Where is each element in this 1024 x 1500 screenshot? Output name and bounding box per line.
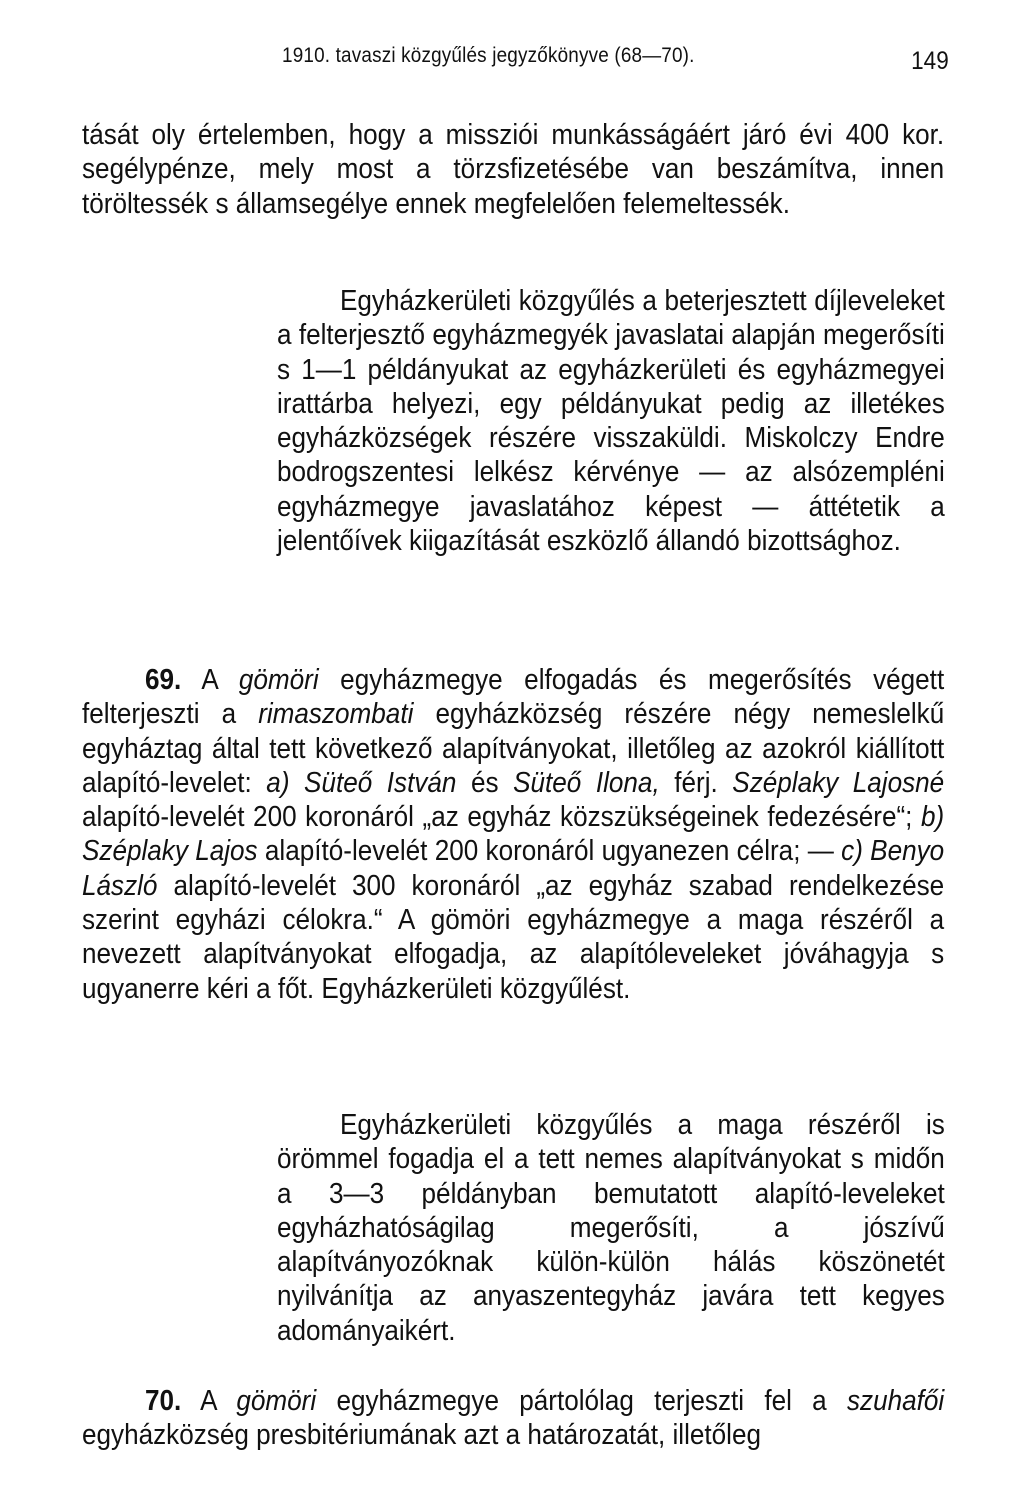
running-head: 1910. tavaszi közgyűlés jegyzőkönyve (68—70). [282, 44, 695, 67]
paragraph-text: Egyházkerületi közgyűlés a maga részéről is örömmel fogadja el a tett nemes alapítványokat s midőn a 3—3 példányban bemutatott alapító-leveleket egyházhatóságilag megerősíti, a jószívű alapítványozóknak külön-külön hálás köszönetét nyilvánítja az anyaszentegyház javára tett kegyes adományaikért. [277, 1109, 945, 1347]
italic-term: gömöri [236, 1385, 317, 1417]
italic-name: Széplaky Lajosné [732, 766, 945, 799]
page-number: 149 [911, 47, 949, 75]
item-number: 69. [145, 664, 182, 696]
italic-name: Süteő Ilona, [513, 766, 660, 799]
paragraph-text: 70. A gömöri egyházmegye pártolólag terjeszti fel a szuhafői egyházközség presbitériumának azt a határozatát, illetőleg [82, 1385, 945, 1452]
italic-name: c) Benyo László [82, 835, 945, 902]
italic-term: rimaszombati [258, 698, 414, 731]
paragraph-item-69 [82, 663, 944, 1006]
paragraph-text: 69. A gömöri egyházmegye elfogadás és megerősítés végett felterjeszti a rimaszombati egyházközség részére négy nemeslelkű egyháztag által tett következő alapítványokat, illetőleg az azokról kiállított alapító-levelet: a) Süteő István és Süteő Ilona, férj. Széplaky Lajosné alapító-levelét 200 koronáról „az egyház közszükségeinek fedezésére“; b) Széplaky Lajos alapító-levelét 200 koronáról ugyanezen célra; — c) Benyo László alapító-levelét 300 koronáról „az egyház szabad rendelkezése szerint egyházi célokra.“ A gömöri egyházmegye a maga részéről a nevezett alapítványokat elfogadja, az alapítóleveleket jóváhagyja s ugyanerre kéri a főt. Egyházkerületi közgyűlést. [82, 664, 945, 1005]
paragraph-resolution-69 [277, 1108, 945, 1348]
italic-name: b) Széplaky Lajos [82, 801, 945, 868]
paragraph-text: tását oly értelemben, hogy a missziói munkásságáért járó évi 400 kor. segélypénze, mely most a törzsfizetésébe van beszámítva, innen töröltessék s államsegélye ennek megfelelően felemeltessék. [82, 119, 945, 220]
italic-term: gömöri [238, 664, 319, 696]
italic-name: a) Süteő István [266, 766, 457, 799]
paragraph-text: Egyházkerületi közgyűlés a beterjesztett díjleveleket a felterjesztő egyházmegyék javaslatai alapján megerősíti s 1—1 példányukat az egyházkerületi és egyházmegyei irattárba helyezi, egy példányukat pedig az illetékes egyházközségek részére visszaküldi. Miskolczy Endre bodrogszentesi lelkész kérvénye — az alsózempléni egyházmegye javaslatához képest — áttétetik a jelentőívek kiigazítását eszközlő állandó bizottsághoz. [277, 285, 945, 558]
italic-term: szuhafői [846, 1385, 945, 1417]
paragraph-continuation [82, 118, 944, 221]
item-number: 70. [145, 1385, 182, 1417]
paragraph-resolution-68 [277, 284, 945, 558]
paragraph-item-70 [82, 1384, 944, 1453]
